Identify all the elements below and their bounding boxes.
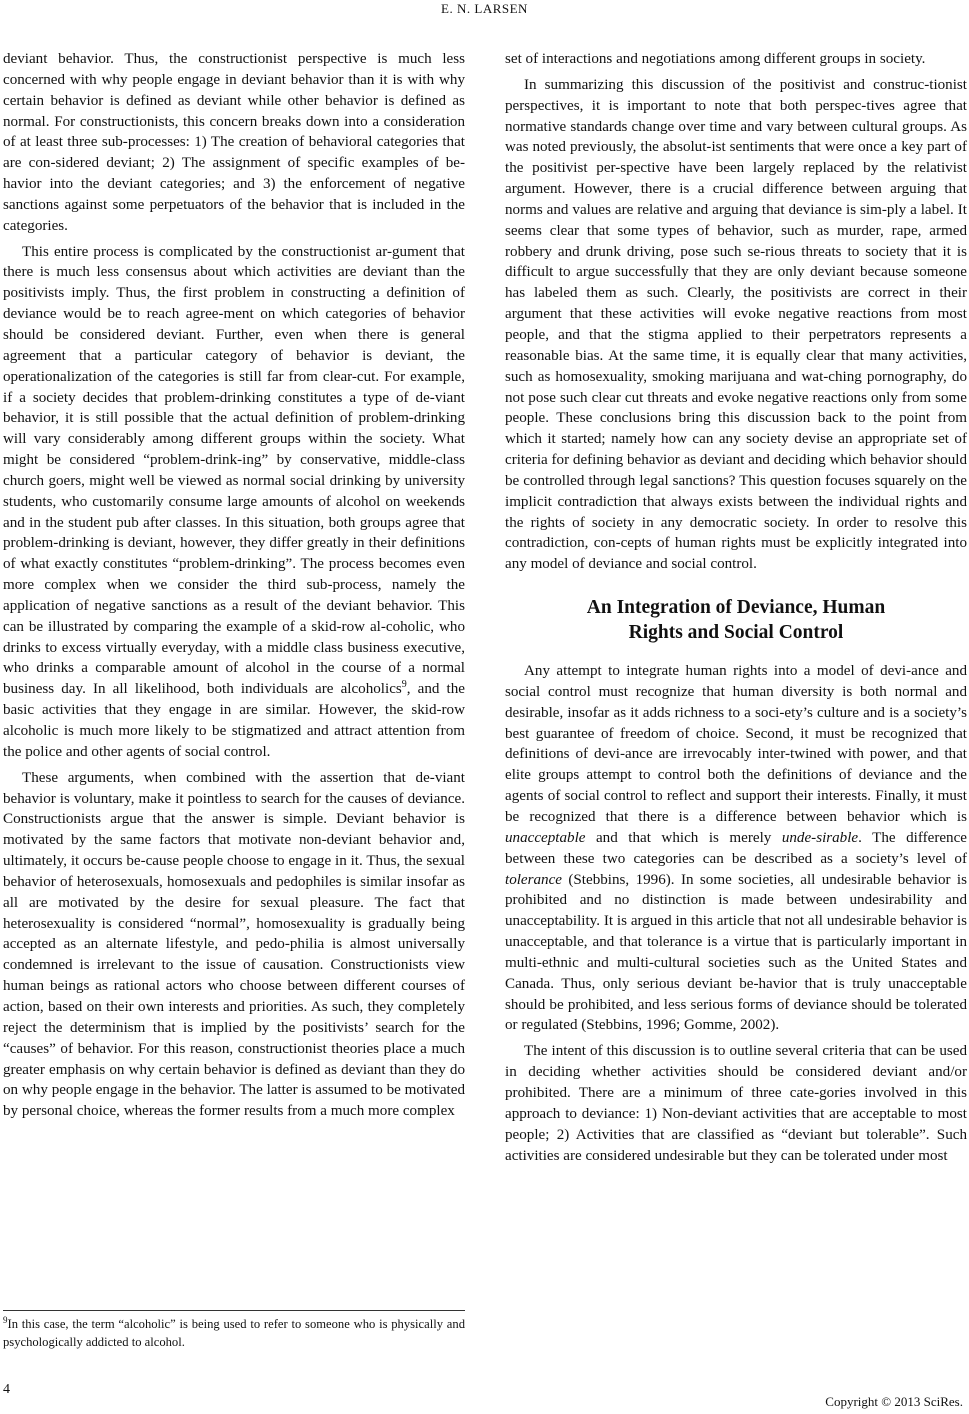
emphasis: unacceptable	[505, 829, 586, 846]
section-heading-line: Rights and Social Control	[628, 622, 844, 644]
section-heading-line: An Integration of Deviance, Human	[586, 597, 886, 619]
footnote-text: In this case, the term “alcoholic” is being used to refer to someone who is physically and psychologically addicted to alcohol.	[3, 1317, 465, 1349]
paragraph: In summarizing this discussion of the positivist and construc-tionist perspectives, it is important to note that both perspec-tives agree that normative standards change over time and vary between cultural groups. As was noted previously, the absolut-ist sentiments that were once a key part of the positivist per-spective have been largely replaced by the relativist argument. However, there is a crucial difference between arguing that norms and values are relative and arguing that deviance is sim-ply a label. It seems clear that some types of behavior, such as murder, rape, armed robbery and drunk driving, pose such se-rious threats to society that it is difficult to argue successfully that they are only deviant because someone has labeled them as such. Clearly, the positivists are correct in their argument that these activities will evoke negative reactions from most people, and that the stigma applied to their perpetrators represents a reasonable bias. At the same time, it is equally clear that many activities, such as homosexuality, smoking marijuana and wat-ching pornography, do not pose such clear cut threats and evoke negative reactions only from some people. These conclusions bring this discussion back to the point from which it started; namely how can any society devise an appropriate set of criteria for defining behavior as deviant and deciding which behavior should be controlled through legal sanctions? This question focuses squarely on the implicit contradiction that always exists between the individual rights and the rights of society in any democratic society. In order to resolve this contradiction, con-cepts of human rights must be explicitly integrated into any model of deviance and social control.	[505, 76, 967, 573]
emphasis: unde-sirable	[781, 829, 859, 846]
paragraph	[505, 661, 967, 1036]
paragraph: deviant behavior. Thus, the constructionist perspective is much less concerned with why people engage in deviant behavior than it is with why certain behavior is defined as deviant while other behavior is defined as normal. For constructionists, this concern breaks down into a consideration of at least three sub-processes: 1) The creation of behavioral categories that are con-sidered deviant; 2) The assignment of specific examples of be-havior into the deviant categories; and 3) the enforcement of negative sanctions against some perpetuators of the behavior that is included in the categories.	[3, 51, 465, 234]
section-heading	[505, 595, 967, 645]
footnote-mark: 9	[3, 1314, 8, 1325]
right-column	[505, 49, 967, 1166]
footnote-reference[interactable]: 9	[401, 679, 407, 691]
paragraph: set of interactions and negotiations among different groups in society.	[505, 51, 926, 67]
paragraph-text: (Stebbins, 1996). In some societies, all undesirable behavior is prohibited and no distinction is made between undesirability and unacceptability. It is argued in this article that not all undesirable behavior is unacceptable, and that tolerance is a virtue that is particularly important in multi-ethnic and multi-cultural societies such as the United States and Canada. Thus, only serious deviant be-havior that is truly unacceptable should be prohibited, and less serious forms of deviance should be tolerated or regulated (Stebbins, 1996; Gomme, 2002).	[505, 871, 967, 1034]
paragraph-text: , and the basic activities that they engage in are similar. However, the skid-row alcoholic is much more likely to be stigmatized and attract attention from the police and other agents of social control.	[3, 681, 466, 760]
paragraph-text: . The difference between these two categories can be described as a society’s level of	[505, 829, 968, 867]
paragraph-text: This entire process is complicated by the constructionist ar-gument that there is much less consensus about which activities are deviant than the positivists imply. Thus, the first problem in constructing a definition of deviance would be to reach agree-ment on which categories of behavior should be considered deviant. Further, even when there is general agreement that a particular category of behavior is deviant, the operationalization of the categories is still far from clear-cut. For example, if a society decides that problem-drinking constitutes a type of de-viant behavior, it is still possible that the actual definition of problem-drinking will vary considerably among different groups within the society. What might be considered “problem-drink-ing” by conservative, middle-class church goers, might well be viewed as normal social drinking by university students, who customarily consume large amounts of alcohol on weekends and in the student pub after classes. In this situation, both groups agree that problem-drinking is deviant, however, they differ greatly in their definitions of what exactly constitutes “problem-drinking”. The process becomes even more complex when we consider the third sub-process, namely the application of negative sanctions as a result of the deviant behavior. This can be illustrated by comparing the example of a skid-row al-coholic, who drinks to excess virtually everyday, with a middle class business executive, who drinks a comparable amount of alcohol in the course of a normal business day. In all likelihood, both individuals are alcoholics	[3, 243, 465, 698]
footnote-divider	[3, 1310, 465, 1311]
footnote	[3, 1316, 465, 1351]
paragraph-text: Any attempt to integrate human rights into a model of devi-ance and social control must recognize that human diversity is both normal and desirable, insofar as it adds richness to a soci-ety’s culture and is a society’s best guarantee of freedom of choice. Second, it must be recognized that definitions of devi-ance are irrevocably inter-twined with power, and that elite groups attempt to control both the definitions of deviance and the agents of social control to reflect and support their interests. Finally, it must be recognized that there is a difference between behavior which is	[505, 663, 967, 825]
left-column	[3, 49, 465, 1122]
emphasis: tolerance	[505, 871, 562, 888]
page-number: 4	[3, 1382, 10, 1397]
running-head: E. N. LARSEN	[441, 1, 528, 16]
paragraph	[3, 242, 465, 763]
copyright-notice: Copyright © 2013 SciRes.	[825, 1394, 963, 1409]
paragraph: These arguments, when combined with the assertion that de-viant behavior is voluntary, make it pointless to search for the causes of deviance. Constructionists argue that the answer is simple. Deviant behavior is motivated by the same factors that motivate non-deviant behavior and, ultimately, it occurs be-cause people choose to engage in it. Thus, the sexual behavior of heterosexuals, homosexuals and pedophiles is similar insofar as all are motivated by the desire for sexual pleasure. The fact that heterosexuality is considered “normal”, homosexuality is gradually being accepted as an alternate lifestyle, and pedo-philia is almost universally condemned is irrelevant to the issue of causation. Constructionists view human beings as rational actors who choose between different courses of action, based on their own interests and priorities. As such, they completely reject the determinism that is implied by the positivists’ search for the “causes” of behavior. For this reason, constructionist theories place a much greater emphasis on why certain behavior is defined as deviant than they do on why people engage in the behavior. The latter is assumed to be motivated by personal choice, whereas the former results from a much more complex	[3, 769, 465, 1120]
paragraph: The intent of this discussion is to outline several criteria that can be used in deciding whether activities should be considered deviant and/or prohibited. There are a minimum of three cate-gories involved in this approach to deviance: 1) Non-deviant activities that are acceptable to most people; 2) Activities that are classified as “deviant but tolerable”. Such activities are considered undesirable but they can be tolerated under most	[505, 1043, 967, 1164]
paragraph-text: and that which is merely	[585, 829, 782, 846]
